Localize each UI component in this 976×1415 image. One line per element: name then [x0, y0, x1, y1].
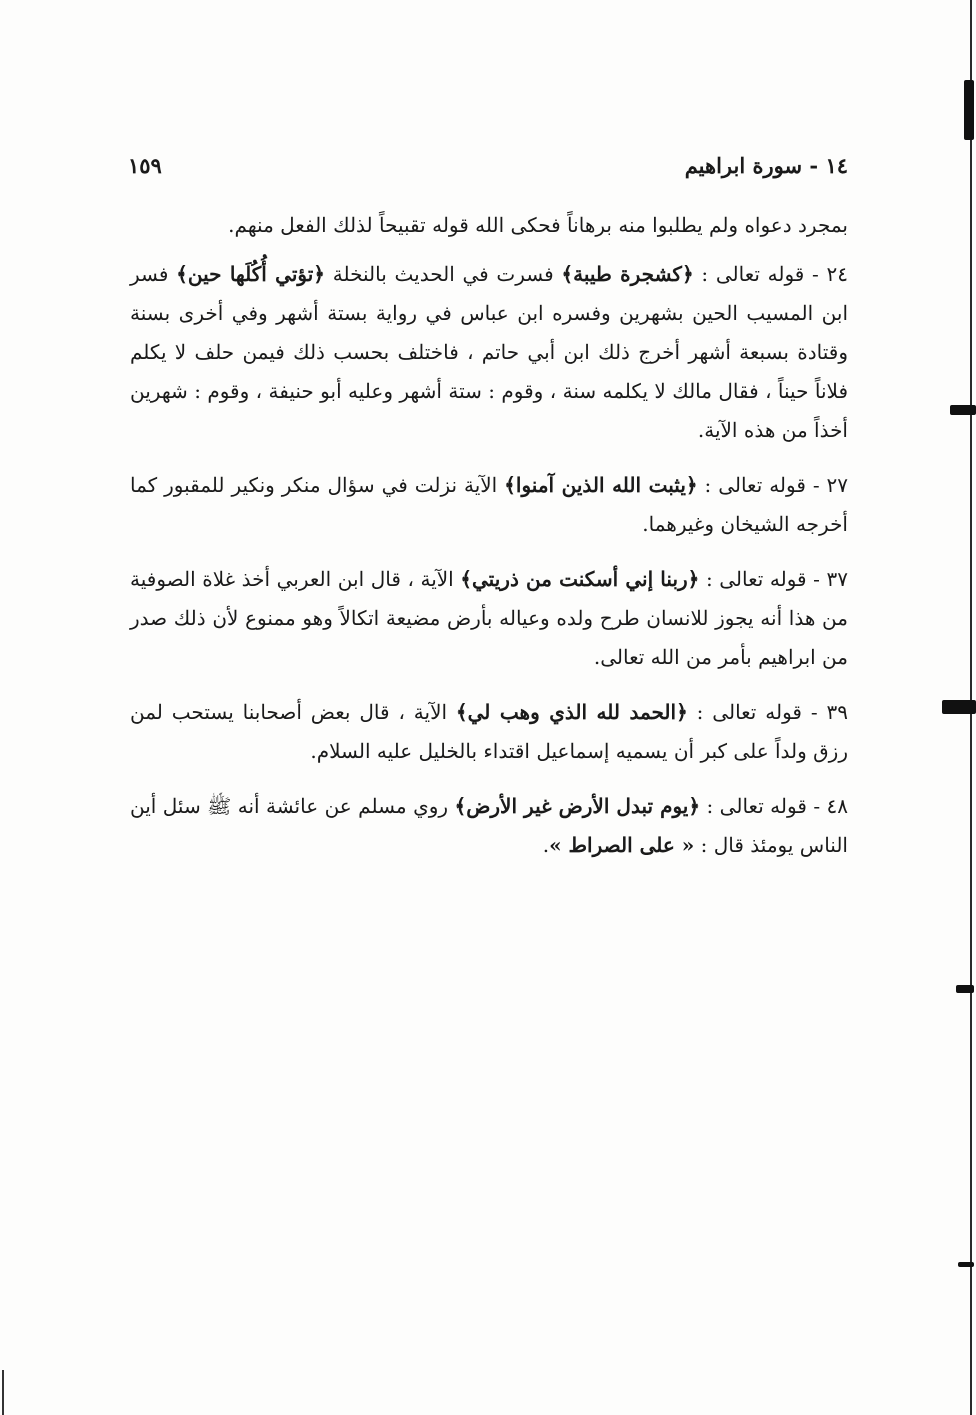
paragraph-text: فسرت في الحديث بالنخلة	[325, 262, 562, 286]
running-head	[128, 148, 848, 182]
scan-edge-mark	[964, 80, 974, 140]
paragraph-text: الآية ، قال بعض أصحابنا يستحب لمن رزق ولداً على كبر أن يسميه إسماعيل اقتداء بالخليل عليه السلام.	[130, 700, 848, 763]
quran-quote: ﴿يوم تبدل الأرض غير الأرض﴾	[454, 794, 701, 818]
paragraph-verse-27	[130, 466, 848, 544]
paragraph-text: .	[542, 833, 550, 857]
paragraph-verse-37	[130, 560, 848, 677]
quran-quote: ﴿تؤتي أُكُلَها حين﴾	[176, 262, 326, 286]
scan-left-edge	[2, 1370, 4, 1415]
paragraph-text: روي مسلم عن عائشة أنه ﷺ سئل أين الناس يومئذ قال :	[130, 794, 848, 857]
paragraph-verse-48	[130, 787, 848, 865]
commentary-body	[130, 206, 848, 881]
quran-quote: ﴿كشجرة طيبة﴾	[561, 262, 694, 286]
paragraph-text: الآية ، قال ابن العربي أخذ غلاة الصوفية من هذا أنه يجوز للانسان طرح ولده وعياله بأرض مضيعة اتكالاً وهو ممنوع لأن ذلك صدر من ابراهيم بأمر من الله تعالى.	[130, 567, 848, 669]
hadith-quote: « على الصراط »	[549, 833, 695, 857]
paragraph-verse-24	[130, 255, 848, 450]
paragraph-verse-39	[130, 693, 848, 771]
paragraph-text: فسر ابن المسيب الحين بشهرين وفسره ابن عباس في رواية بستة أشهر وفي أخرى بسنة وقتادة بسبعة أشهر أخرج ذلك ابن أبي حاتم ، فاختلف بحسب ذلك فيمن حلف لا يكلم فلاناً حيناً ، فقال مالك لا يكلمه سنة ، وقوم : ستة أشهر وعليه أبو حنيفة ، وقوم : شهرين أخذاً من هذه الآية.	[130, 262, 848, 442]
scan-edge-mark	[956, 985, 974, 993]
quran-quote: ﴿الحمد لله الذي وهب لي﴾	[455, 700, 688, 724]
page-number: ١٥٩	[128, 152, 162, 178]
quran-quote: ﴿ربنا إني أسكنت من ذريتي﴾	[460, 567, 700, 591]
paragraph-text: الآية نزلت في سؤال منكر ونكير للمقبور كما أخرجه الشيخان وغيرهما.	[130, 473, 848, 536]
scan-edge-mark	[958, 1262, 974, 1267]
scan-edge-mark	[942, 700, 976, 714]
paragraph-text: بمجرد دعواه ولم يطلبوا منه برهاناً فحكى الله قوله تقبيحاً لذلك الفعل منهم.	[228, 213, 848, 237]
verse-intro: ٤٨ - قوله تعالى :	[700, 794, 848, 818]
surah-title: ١٤ - سورة ابراهيم	[684, 152, 848, 178]
verse-intro: ٣٧ - قوله تعالى :	[699, 567, 848, 591]
quran-quote: ﴿يثبت الله الذين آمنوا﴾	[504, 473, 698, 497]
verse-intro: ٢٤ - قوله تعالى :	[693, 262, 849, 286]
verse-intro: ٢٧ - قوله تعالى :	[697, 473, 848, 497]
verse-intro: ٣٩ - قوله تعالى :	[687, 700, 848, 724]
paragraph-continuation	[130, 206, 848, 245]
scan-edge-mark	[950, 405, 976, 415]
